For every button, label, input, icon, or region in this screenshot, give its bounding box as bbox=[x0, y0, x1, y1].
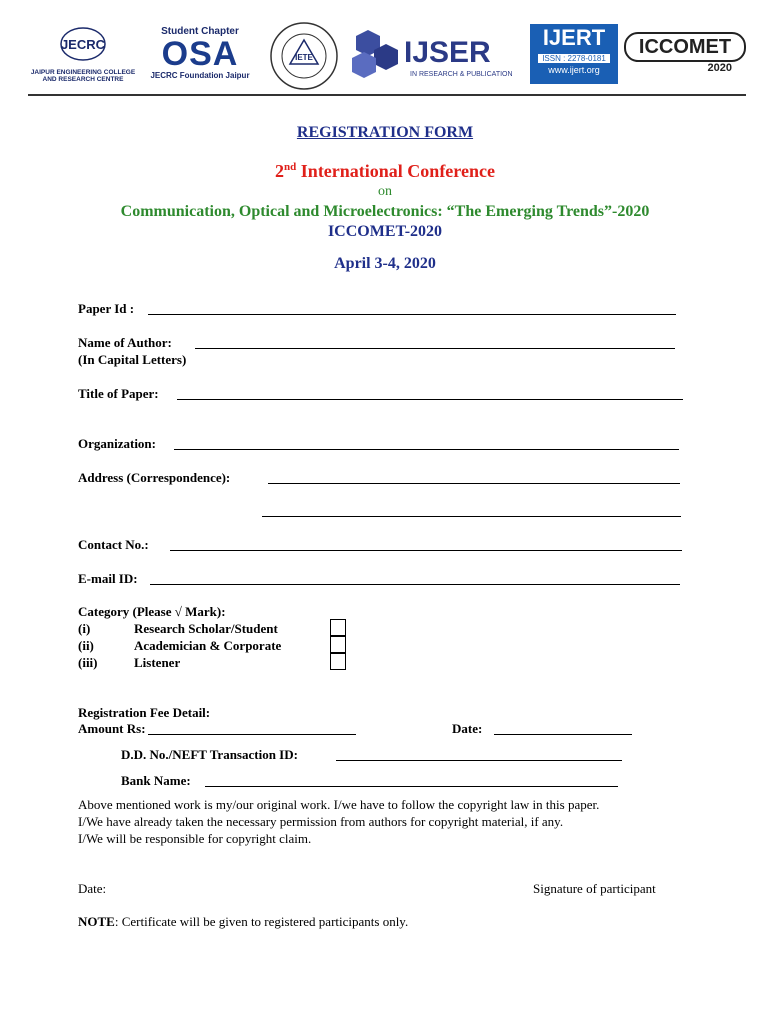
paper-title-label: Title of Paper: bbox=[78, 386, 159, 401]
footer-date-label: Date: bbox=[78, 881, 107, 896]
email-label: E-mail ID: bbox=[78, 571, 138, 586]
category-label-2: Academician & Corporate bbox=[134, 638, 282, 653]
iccomet-year: 2020 bbox=[707, 62, 732, 74]
osa-subtitle: JECRC Foundation Jaipur bbox=[150, 71, 250, 80]
osa-wordmark: OSA bbox=[161, 35, 239, 73]
ijser-subtitle: IN RESEARCH & PUBLICATION bbox=[410, 71, 513, 78]
osa-chapter-label: Student Chapter bbox=[161, 26, 239, 37]
contact-field[interactable] bbox=[170, 550, 682, 551]
logo-strip bbox=[28, 20, 746, 92]
declaration-line-2: I/We have already taken the necessary permission from authors for copyright material, if any. bbox=[78, 814, 564, 829]
conference-dates: April 3-4, 2020 bbox=[334, 255, 436, 272]
category-num-3: (iii) bbox=[78, 655, 98, 670]
category-num-2: (ii) bbox=[78, 638, 94, 653]
bank-field[interactable] bbox=[205, 786, 618, 787]
ijert-issn: ISSN : 2278-0181 bbox=[538, 54, 610, 63]
author-field[interactable] bbox=[195, 348, 675, 349]
address-label: Address (Correspondence): bbox=[78, 470, 231, 485]
conf-ordinal: nd bbox=[284, 161, 297, 173]
note-rest: : Certificate will be given to registered participants only. bbox=[114, 914, 409, 929]
ijser-logo bbox=[344, 28, 524, 84]
author-label: Name of Author: bbox=[78, 335, 172, 350]
jecrc-wordmark: JECRC bbox=[60, 37, 106, 52]
category-checkbox-3[interactable] bbox=[330, 653, 346, 670]
amount-label: Amount Rs: bbox=[78, 721, 146, 736]
iete-wordmark: IETE bbox=[295, 53, 313, 62]
conference-theme: Communication, Optical and Microelectronics: “The Emerging Trends”-2020 bbox=[120, 203, 650, 220]
organization-field[interactable] bbox=[174, 449, 679, 450]
contact-label: Contact No.: bbox=[78, 537, 149, 552]
fee-heading: Registration Fee Detail: bbox=[78, 705, 211, 720]
address-field-1[interactable] bbox=[268, 483, 680, 484]
iccomet-wordmark: ICCOMET bbox=[624, 32, 746, 62]
category-checkbox-1[interactable] bbox=[330, 619, 346, 636]
address-field-2[interactable] bbox=[262, 516, 681, 517]
iete-logo bbox=[268, 20, 340, 92]
paper-id-label: Paper Id : bbox=[78, 301, 135, 316]
conf-name: International Conference bbox=[296, 161, 495, 181]
ijser-wordmark: IJSER bbox=[404, 36, 491, 69]
ijser-hexagon-icon bbox=[344, 28, 524, 84]
dd-label: D.D. No./NEFT Transaction ID: bbox=[121, 747, 298, 762]
conference-short-name: ICCOMET-2020 bbox=[327, 223, 443, 240]
iccomet-logo bbox=[624, 32, 746, 82]
osa-logo bbox=[146, 26, 254, 88]
paper-title-field[interactable] bbox=[177, 399, 683, 400]
jecrc-subtitle-1: JAIPUR ENGINEERING COLLEGE bbox=[30, 69, 136, 76]
category-heading: Category (Please √ Mark): bbox=[78, 604, 226, 619]
note-text bbox=[78, 914, 408, 930]
header-divider bbox=[28, 94, 746, 96]
note-bold: NOTE bbox=[78, 914, 115, 929]
conference-heading bbox=[0, 161, 770, 182]
category-checkbox-2[interactable] bbox=[330, 636, 346, 653]
jecrc-emblem-icon bbox=[28, 24, 138, 64]
amount-field[interactable] bbox=[148, 734, 356, 735]
fee-date-field[interactable] bbox=[494, 734, 632, 735]
ijert-wordmark: IJERT bbox=[542, 25, 606, 50]
dd-field[interactable] bbox=[336, 760, 622, 761]
category-label-3: Listener bbox=[134, 655, 181, 670]
category-label-1: Research Scholar/Student bbox=[134, 621, 278, 636]
ijert-url: www.ijert.org bbox=[548, 65, 600, 75]
bank-label: Bank Name: bbox=[121, 773, 191, 788]
form-title: REGISTRATION FORM bbox=[296, 124, 474, 141]
ijert-logo bbox=[530, 24, 618, 84]
email-field[interactable] bbox=[150, 584, 680, 585]
fee-date-label: Date: bbox=[452, 721, 483, 736]
organization-label: Organization: bbox=[78, 436, 156, 451]
category-num-1: (i) bbox=[78, 621, 91, 636]
declaration-line-3: I/We will be responsible for copyright claim. bbox=[78, 831, 312, 846]
signature-label: Signature of participant bbox=[533, 881, 656, 896]
on-text: on bbox=[378, 184, 392, 199]
paper-id-field[interactable] bbox=[148, 314, 676, 315]
conf-number: 2 bbox=[275, 161, 285, 181]
declaration-line-1: Above mentioned work is my/our original work. I/we have to follow the copyright law in this paper. bbox=[78, 797, 600, 812]
author-note: (In Capital Letters) bbox=[78, 352, 187, 367]
jecrc-subtitle-2: AND RESEARCH CENTRE bbox=[42, 76, 124, 83]
iete-seal-icon bbox=[268, 20, 340, 92]
jecrc-logo bbox=[28, 24, 138, 88]
